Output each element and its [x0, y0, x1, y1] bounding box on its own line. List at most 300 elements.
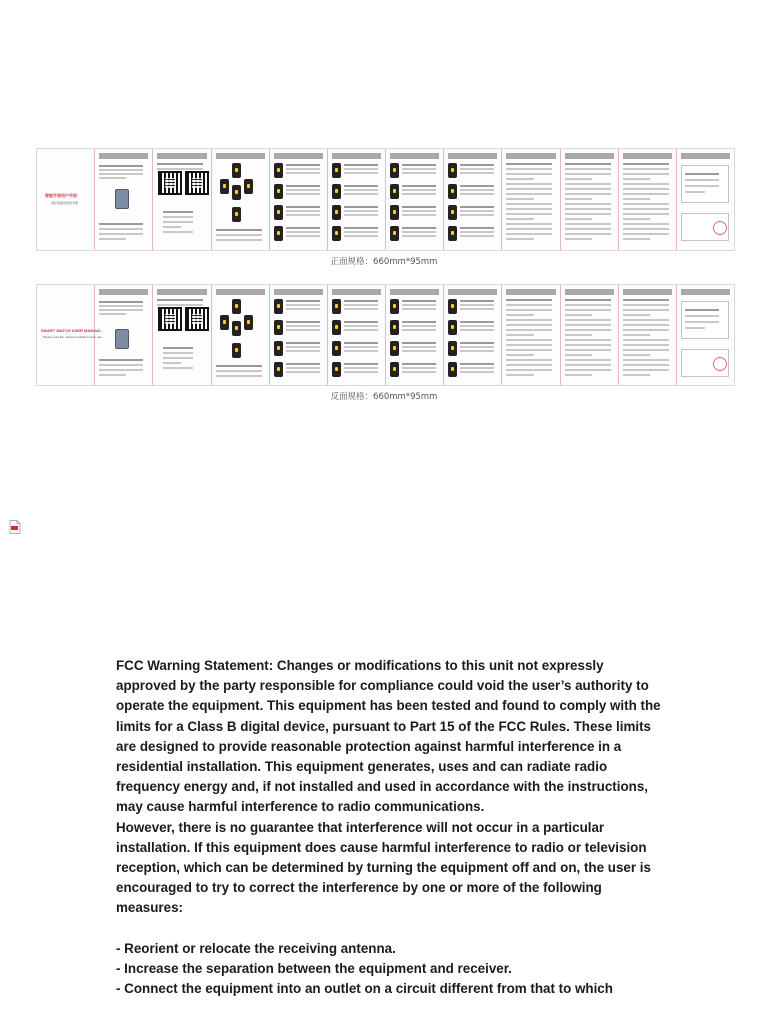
text-line [623, 374, 651, 376]
text-line [402, 231, 436, 233]
text-line [216, 370, 262, 372]
text-line [402, 227, 436, 229]
text-line [157, 304, 203, 306]
step-line [163, 231, 193, 233]
app-screen-image [448, 226, 457, 241]
text-line [460, 214, 494, 216]
text-line [344, 363, 378, 365]
text-line [506, 223, 552, 225]
text-line [506, 208, 552, 210]
text-line [99, 374, 125, 376]
text-line [565, 324, 611, 326]
fcc-measure-1: - Reorient or relocate the receiving antenna. [116, 940, 396, 956]
text-line [402, 210, 436, 212]
back-cover-subtitle: Please read the manual carefully before use [43, 335, 102, 339]
app-screen-image [274, 184, 283, 199]
text-line [623, 238, 651, 240]
app-screen-image [390, 226, 399, 241]
text-line [565, 309, 611, 311]
text-line [506, 319, 552, 321]
text-line [402, 329, 436, 331]
text-line [565, 364, 611, 366]
text-line [460, 346, 494, 348]
step-line [163, 221, 193, 223]
step-line [163, 216, 193, 218]
front-panel-4 [212, 149, 270, 250]
back-panel-header [506, 289, 555, 295]
front-spec-caption: 正面规格：660mm*95mm [330, 257, 438, 267]
text-line [286, 342, 320, 344]
text-line [286, 189, 320, 191]
app-screen-image [448, 341, 457, 356]
text-line [623, 309, 669, 311]
back-panel-header [216, 289, 265, 295]
fcc-paragraph-2: However, there is no guarantee that interference will not occur in a particular installation. If this equipment does cause harmful interference to radio or television reception, which can be determined by turning the equipment off and on, the user is encouraged to try to correct the interference by one or more of the following measures: [116, 819, 651, 916]
app-screen-image [274, 341, 283, 356]
pdf-file-icon[interactable] [9, 520, 21, 534]
text-line [623, 349, 669, 351]
text-line [99, 233, 143, 235]
text-line [623, 364, 669, 366]
text-line [216, 365, 262, 367]
text-line [286, 193, 320, 195]
text-line [506, 198, 534, 200]
text-line [565, 168, 611, 170]
back-spec-caption: 反面规格：660mm*95mm [330, 392, 438, 402]
text-line [460, 189, 494, 191]
app-screen-image [448, 184, 457, 199]
text-line [565, 238, 593, 240]
text-line [344, 325, 378, 327]
text-line [344, 227, 378, 229]
back-panel-2 [95, 285, 153, 385]
text-line [506, 168, 552, 170]
text-line [402, 342, 436, 344]
app-screen-image [332, 320, 341, 335]
text-line [402, 346, 436, 348]
text-line [99, 364, 143, 366]
text-line [99, 305, 143, 307]
text-line [623, 369, 669, 371]
front-panel-header [99, 153, 148, 159]
text-line [286, 210, 320, 212]
text-line [460, 164, 494, 166]
text-line [460, 321, 494, 323]
text-line [402, 193, 436, 195]
manual-back-side [36, 284, 735, 386]
back-panel-12 [677, 285, 734, 385]
text-line [344, 172, 378, 174]
text-line [99, 165, 143, 167]
text-line [623, 354, 651, 356]
text-line [344, 206, 378, 208]
text-line [623, 198, 651, 200]
text-line [344, 304, 378, 306]
text-line [623, 304, 669, 306]
back-panel-header [681, 289, 730, 295]
inspection-stamp [713, 357, 727, 371]
text-line [402, 363, 436, 365]
text-line [286, 235, 320, 237]
text-line [216, 229, 262, 231]
text-line [344, 164, 378, 166]
text-line [402, 304, 436, 306]
text-line [402, 214, 436, 216]
text-line [506, 374, 534, 376]
inspection-stamp [713, 221, 727, 235]
text-line [99, 177, 125, 179]
text-line [506, 299, 552, 301]
front-panel-header [681, 153, 730, 159]
text-line [344, 321, 378, 323]
app-screen-image [232, 299, 241, 314]
text-line [99, 359, 143, 361]
front-panel-header [274, 153, 323, 159]
form-line [685, 321, 719, 323]
text-line [344, 189, 378, 191]
front-panel-header [448, 153, 497, 159]
warranty-card [681, 165, 729, 203]
text-line [460, 231, 494, 233]
back-panel-header [99, 289, 148, 295]
text-line [623, 178, 651, 180]
text-line [460, 210, 494, 212]
text-line [344, 329, 378, 331]
step-line [163, 367, 193, 369]
text-line [623, 163, 669, 165]
text-line [402, 235, 436, 237]
app-screen-image [274, 226, 283, 241]
app-screen-image [332, 362, 341, 377]
text-line [565, 374, 593, 376]
text-line [344, 371, 378, 373]
text-line [99, 301, 143, 303]
text-line [623, 223, 669, 225]
text-line [286, 168, 320, 170]
text-line [286, 346, 320, 348]
app-screen-image [390, 341, 399, 356]
text-line [286, 231, 320, 233]
text-line [402, 321, 436, 323]
text-line [565, 314, 593, 316]
fcc-paragraph-1: FCC Warning Statement: Changes or modifications to this unit not expressly approved by the party responsible for compliance could void the user’s authority to operate the equipment. This equipment has been tested and found to comply with the limits for a Class B digital device, pursuant to Part 15 of the FCC Rules. These limits are designed to provide reasonable protection against harmful interference in a residential installation. This equipment generates, uses and can radiate radio frequency energy and, if not installed and used in accordance with the instructions, may cause harmful interference to radio communications. [116, 658, 661, 815]
front-panel-header [565, 153, 614, 159]
text-line [565, 304, 611, 306]
text-line [623, 339, 669, 341]
text-line [506, 203, 552, 205]
back-panel-4 [212, 285, 270, 385]
front-panel-9 [502, 149, 560, 250]
text-line [565, 173, 611, 175]
text-line [506, 344, 552, 346]
text-line [460, 172, 494, 174]
text-line [623, 334, 651, 336]
text-line [506, 359, 552, 361]
app-screen-image [448, 299, 457, 314]
text-line [216, 234, 262, 236]
text-line [565, 208, 611, 210]
text-line [623, 324, 669, 326]
back-panel-header [274, 289, 323, 295]
front-panel-3 [153, 149, 211, 250]
front-panel-10 [561, 149, 619, 250]
text-line [565, 218, 593, 220]
back-panel-header [623, 289, 672, 295]
text-line [460, 350, 494, 352]
text-line [286, 172, 320, 174]
text-line [99, 238, 125, 240]
text-line [506, 314, 534, 316]
back-panel-11 [619, 285, 677, 385]
qr-code-ios [187, 173, 207, 193]
text-line [286, 214, 320, 216]
back-panel-8 [444, 285, 502, 385]
text-line [344, 235, 378, 237]
text-line [506, 183, 552, 185]
text-line [623, 359, 669, 361]
text-line [402, 168, 436, 170]
text-line [623, 188, 669, 190]
back-panel-header [332, 289, 381, 295]
text-line [623, 319, 669, 321]
back-panel-3 [153, 285, 211, 385]
app-screen-image [220, 315, 229, 330]
text-line [506, 309, 552, 311]
app-screen-image [232, 207, 241, 222]
text-line [344, 350, 378, 352]
text-line [402, 189, 436, 191]
text-line [460, 363, 494, 365]
text-line [460, 308, 494, 310]
text-line [623, 183, 669, 185]
text-line [286, 321, 320, 323]
text-line [344, 308, 378, 310]
text-line [99, 223, 143, 225]
text-line [623, 233, 669, 235]
warranty-card [681, 301, 729, 339]
step-line [163, 347, 193, 349]
text-line [344, 342, 378, 344]
text-line [565, 163, 611, 165]
text-line [460, 168, 494, 170]
text-line [623, 193, 669, 195]
app-screen-image [274, 205, 283, 220]
text-line [623, 218, 651, 220]
form-line [685, 309, 719, 311]
step-line [163, 352, 193, 354]
back-cover-title: SMART WATCH USER MANUAL [41, 328, 102, 333]
app-screen-image [274, 299, 283, 314]
text-line [565, 223, 611, 225]
text-line [623, 203, 669, 205]
back-panel-header [448, 289, 497, 295]
text-line [286, 329, 320, 331]
app-screen-image [390, 184, 399, 199]
text-line [623, 314, 651, 316]
text-line [402, 164, 436, 166]
text-line [623, 329, 669, 331]
app-screen-image [448, 205, 457, 220]
text-line [460, 206, 494, 208]
form-line [685, 315, 719, 317]
text-line [506, 233, 552, 235]
text-line [99, 309, 143, 311]
text-line [460, 185, 494, 187]
text-line [460, 325, 494, 327]
qr-code-android [160, 309, 180, 329]
text-line [565, 183, 611, 185]
front-panel-8 [444, 149, 502, 250]
text-line [565, 178, 593, 180]
text-line [402, 206, 436, 208]
app-screen-image [274, 362, 283, 377]
text-line [402, 371, 436, 373]
back-panel-9 [502, 285, 560, 385]
text-line [565, 228, 611, 230]
text-line [402, 350, 436, 352]
text-line [565, 299, 611, 301]
text-line [506, 324, 552, 326]
text-line [157, 163, 203, 165]
text-line [506, 334, 534, 336]
fcc-statement [116, 656, 661, 999]
text-line [623, 168, 669, 170]
text-line [286, 300, 320, 302]
text-line [216, 239, 262, 241]
text-line [286, 350, 320, 352]
text-line [286, 185, 320, 187]
text-line [402, 300, 436, 302]
app-screen-image [332, 341, 341, 356]
text-line [565, 213, 611, 215]
front-panel-header [390, 153, 439, 159]
text-line [565, 329, 611, 331]
text-line [344, 300, 378, 302]
text-line [506, 369, 552, 371]
front-cover-title: 智能手表用户手册 [45, 193, 77, 198]
text-line [506, 178, 534, 180]
text-line [99, 313, 125, 315]
text-line [623, 213, 669, 215]
text-line [565, 359, 611, 361]
text-line [565, 198, 593, 200]
back-panel-7 [386, 285, 444, 385]
text-line [99, 228, 143, 230]
app-screen-image [232, 343, 241, 358]
app-screen-image [232, 321, 241, 336]
text-line [344, 210, 378, 212]
app-screen-image [244, 315, 253, 330]
app-screen-image [232, 163, 241, 178]
text-line [506, 163, 552, 165]
text-line [344, 231, 378, 233]
text-line [565, 188, 611, 190]
front-panel-header [332, 153, 381, 159]
text-line [623, 173, 669, 175]
front-panel-6 [328, 149, 386, 250]
text-line [286, 363, 320, 365]
text-line [402, 308, 436, 310]
text-line [565, 354, 593, 356]
front-panel-5 [270, 149, 328, 250]
text-line [565, 344, 611, 346]
watch-device-image [115, 189, 129, 209]
text-line [344, 346, 378, 348]
text-line [286, 367, 320, 369]
text-line [623, 208, 669, 210]
app-screen-image [448, 320, 457, 335]
text-line [506, 193, 552, 195]
text-line [506, 349, 552, 351]
app-screen-image [390, 299, 399, 314]
front-panel-2 [95, 149, 153, 250]
text-line [402, 185, 436, 187]
manual-front-side [36, 148, 735, 251]
text-line [402, 325, 436, 327]
fcc-measure-2: - Increase the separation between the equipment and receiver. [116, 961, 512, 977]
app-screen-image [232, 185, 241, 200]
text-line [286, 325, 320, 327]
app-screen-image [332, 299, 341, 314]
text-line [99, 173, 143, 175]
back-panel-1 [37, 285, 102, 385]
front-panel-1 [37, 149, 95, 250]
text-line [565, 319, 611, 321]
text-line [344, 367, 378, 369]
text-line [460, 342, 494, 344]
text-line [286, 371, 320, 373]
text-line [506, 354, 534, 356]
text-line [460, 235, 494, 237]
front-cover-subtitle: 请仔细阅读使用手册 [51, 201, 79, 205]
front-panel-header [623, 153, 672, 159]
back-panel-header [390, 289, 439, 295]
app-screen-image [220, 179, 229, 194]
text-line [506, 213, 552, 215]
text-line [460, 371, 494, 373]
app-screen-image [390, 320, 399, 335]
text-line [460, 193, 494, 195]
app-screen-image [244, 179, 253, 194]
text-line [565, 339, 611, 341]
front-panel-12 [677, 149, 734, 250]
text-line [623, 228, 669, 230]
back-panel-5 [270, 285, 328, 385]
text-line [460, 304, 494, 306]
front-panel-7 [386, 149, 444, 250]
watch-device-image [115, 329, 129, 349]
text-line [99, 169, 143, 171]
text-line [286, 304, 320, 306]
step-line [163, 211, 193, 213]
form-line [685, 179, 719, 181]
qr-code-android [160, 173, 180, 193]
app-screen-image [332, 163, 341, 178]
form-line [685, 191, 705, 193]
back-panel-6 [328, 285, 386, 385]
text-line [157, 299, 203, 301]
app-screen-image [390, 163, 399, 178]
app-screen-image [332, 184, 341, 199]
text-line [460, 227, 494, 229]
front-panel-header [506, 153, 555, 159]
form-line [685, 327, 705, 329]
text-line [460, 300, 494, 302]
fcc-measure-3: - Connect the equipment into an outlet on a circuit different from that to which [116, 981, 613, 997]
front-panel-header [216, 153, 265, 159]
text-line [402, 367, 436, 369]
text-line [565, 233, 611, 235]
